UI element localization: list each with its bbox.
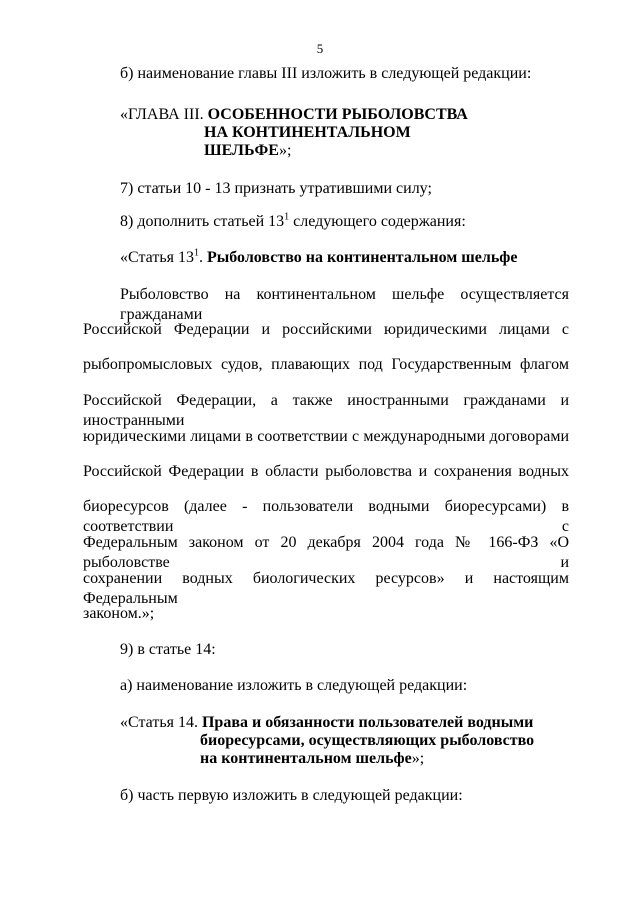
paragraph-line-4: Российской Федерации, а также иностранными гражданами и иностранными [83,392,569,429]
article-13-1-sup: 1 [193,247,199,259]
article-14-heading-line1 [120,713,533,733]
item-6b: б) наименование главы III изложить в следующей редакции: [120,65,532,82]
item-8-after: следующего содержания: [289,213,466,230]
chapter-heading-line3 [204,141,291,161]
paragraph-line-9: сохранении водных биологических ресурсов» и настоящим Федеральным [83,570,569,607]
chapter-prefix: «ГЛАВА III. [120,106,208,123]
article-14-title-line3: на континентальном шельфе [200,750,412,767]
item-7: 7) статьи 10 - 13 признать утратившими силу; [120,180,432,197]
article-13-1-heading [120,248,517,268]
article-14-title-line2: биоресурсами, осуществляющих рыболовство [200,732,535,749]
article-13-1-dot: . [198,249,207,266]
paragraph-line-6: Российской Федерации в области рыболовства и сохранения водных [83,463,569,480]
paragraph-line-3: рыбопромысловых судов, плавающих под Государственным флагом [83,356,569,373]
paragraph-line-10: законом.»; [83,605,155,622]
item-9b: б) часть первую изложить в следующей редакции: [120,787,463,804]
chapter-title-line3: ШЕЛЬФЕ [204,142,279,159]
paragraph-line-1: Рыболовство на континентальном шельфе осуществляется гражданами [120,286,569,323]
item-9: 9) в статье 14: [120,641,216,658]
item-8 [120,212,466,232]
paragraph-line-5: юридическими лицами в соответствии с международными договорами [83,428,569,445]
article-14-prefix: «Статья 14. [120,714,202,731]
article-13-1-prefix: «Статья 13 [120,249,194,266]
paragraph-line-8: Федеральным законом от 20 декабря 2004 года № 166-ФЗ «О рыболовстве и [83,534,569,571]
chapter-heading-line1 [120,105,468,125]
paragraph-line-2: Российской Федерации и российскими юридическими лицами с [83,321,569,338]
item-8-before: 8) дополнить статьей 13 [120,213,285,230]
article-14-suffix: »; [411,750,425,767]
chapter-title-line2: НА КОНТИНЕНТАЛЬНОМ [204,124,411,141]
item-8-sup: 1 [284,211,290,223]
chapter-title-line1: ОСОБЕННОСТИ РЫБОЛОВСТВА [207,106,468,123]
article-14-title-line1: Права и обязанности пользователей водными [201,714,534,731]
article-13-1-title: Рыболовство на континентальном шельфе [206,249,518,266]
article-14-heading-line3 [200,749,424,769]
paragraph-line-7: биоресурсов (далее - пользователи водными биоресурсами) в соответствии с [83,498,569,535]
page-number: 5 [316,41,324,56]
item-9a: а) наименование изложить в следующей редакции: [120,677,468,694]
chapter-suffix: »; [278,142,292,159]
